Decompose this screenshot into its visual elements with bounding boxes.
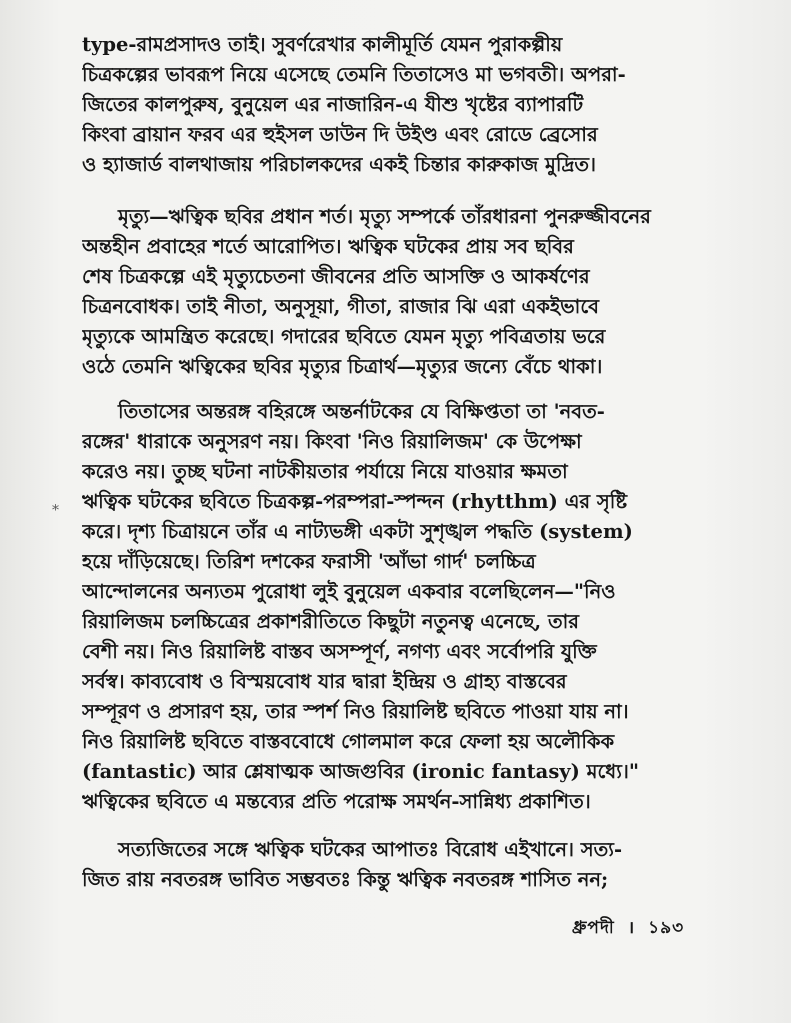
text-line: করেও নয়। তুচ্ছ ঘটনা নাটকীয়তার পর্যায়ে নিয়ে যাওয়ার ক্ষমতা [82, 460, 568, 483]
paragraph-1 [82, 30, 702, 180]
text-line: চিত্রকল্পের ভাবরূপ নিয়ে এসেছে তেমনি তিতাসেও মা ভগবতী। অপরা- [82, 63, 626, 86]
text-line: সম্পূরণ ও প্রসারণ হয়, তার স্পর্শ নিও রিয়ালিষ্ট ছবিতে পাওয়া যায় না। [82, 700, 629, 723]
text-line: ও হ্যাজার্ড বালথাজায় পরিচালকদের একই চিন্তার কারুকাজ মুদ্রিত। [82, 153, 597, 176]
text-line: অন্তহীন প্রবাহের শর্তে আরোপিত। ঋত্বিক ঘটকের প্রায় সব ছবির [82, 235, 574, 258]
text-line: মৃত্যুকে আমন্ত্রিত করেছে। গদারের ছবিতে যেমন মৃত্যু পবিত্রতায় ভরে [82, 325, 606, 348]
text-line: কিংবা ব্রায়ান ফরব এর হুইসল ডাউন দি উইণ্ড এবং রোডে ব্রেসোর [82, 123, 598, 146]
text-line: জিতের কালপুরুষ, বুনুয়েল এর নাজারিন-এ যীশু খৃষ্টের ব্যাপারটি [82, 93, 584, 116]
paragraph-3 [82, 397, 702, 817]
text-line: চিত্রনবোধক। তাই নীতা, অনুসূয়া, গীতা, রাজার ঝি এরা একইভাবে [82, 295, 600, 318]
text-line: হয়ে দাঁড়িয়েছে। তিরিশ দশকের ফরাসী 'আঁভা গার্দ' চলচ্চিত্র [82, 550, 536, 573]
publication-name: ধ্রুপদী [572, 918, 615, 938]
text-line: সর্বস্ব। কাব্যবোধ ও বিস্ময়বোধ যার দ্বারা ইন্দ্রিয় ও গ্রাহ্য বাস্তবের [82, 670, 567, 693]
footer-separator: । [627, 918, 636, 938]
paragraph-4 [82, 835, 702, 895]
text-line: করে। দৃশ্য চিত্রায়নে তাঁর এ নাট্যভঙ্গী একটা সুশৃঙ্খল পদ্ধতি (system) [82, 520, 633, 543]
text-line: জিত রায় নবতরঙ্গ ভাবিত সম্ভবতঃ কিন্তু ঋত্বিক নবতরঙ্গ শাসিত নন; [82, 868, 609, 891]
margin-mark: ⁎ [52, 498, 59, 514]
text-line: মৃত্যু—ঋত্বিক ছবির প্রধান শর্ত। মৃত্যু সম্পর্কে তাঁরধারনা পুনরুজ্জীবনের [118, 205, 651, 228]
page-footer [572, 915, 690, 943]
text-line: রঙ্গের' ধারাকে অনুসরণ নয়। কিংবা 'নিও রিয়ালিজম' কে উপেক্ষা [82, 430, 582, 453]
text-line: (fantastic) আর শ্লেষাত্মক আজগুবির (ironic fantasy) মধ্যে।" [82, 760, 640, 783]
text-line: রিয়ালিজম চলচ্চিত্রের প্রকাশরীতিতে কিছুটা নতুনত্ব এনেছে, তার [82, 610, 579, 633]
paragraph-2 [82, 202, 702, 382]
text-line: সত্যজিতের সঙ্গে ঋত্বিক ঘটকের আপাতঃ বিরোধ এইখানে। সত্য- [118, 838, 623, 861]
text-line: ঋত্বিক ঘটকের ছবিতে চিত্রকল্প-পরম্পরা-স্পন্দন (rhytthm) এর সৃষ্টি [82, 490, 628, 513]
text-line: ওঠে তেমনি ঋত্বিকের ছবির মৃত্যুর চিত্রার্থ—মৃত্যুর জন্যে বেঁচে থাকা। [82, 355, 603, 378]
text-line: শেষ চিত্রকল্পে এই মৃত্যুচেতনা জীবনের প্রতি আসক্তি ও আকর্ষণের [82, 265, 590, 288]
text-line: ঋত্বিকের ছবিতে এ মন্তব্যের প্রতি পরোক্ষ সমর্থন-সান্নিধ্য প্রকাশিত। [82, 790, 591, 813]
text-line: আন্দোলনের অন্যতম পুরোধা লুই বুনুয়েল একবার বলেছিলেন—"নিও [82, 580, 616, 603]
page-number: ১৯৩ [648, 918, 685, 938]
text-line: type-রামপ্রসাদও তাই। সুবর্ণরেখার কালীমূর্তি যেমন পুরাকল্পীয় [82, 33, 563, 56]
text-line: বেশী নয়। নিও রিয়ালিষ্ট বাস্তব অসম্পূর্ণ, নগণ্য এবং সর্বোপরি যুক্তি [82, 640, 597, 663]
text-line: তিতাসের অন্তরঙ্গ বহিরঙ্গে অন্তর্নাটকের যে বিক্ষিপ্ততা তা 'নবত- [118, 400, 605, 423]
text-line: নিও রিয়ালিষ্ট ছবিতে বাস্তববোধে গোলমাল করে ফেলা হয় অলৌকিক [82, 730, 615, 753]
